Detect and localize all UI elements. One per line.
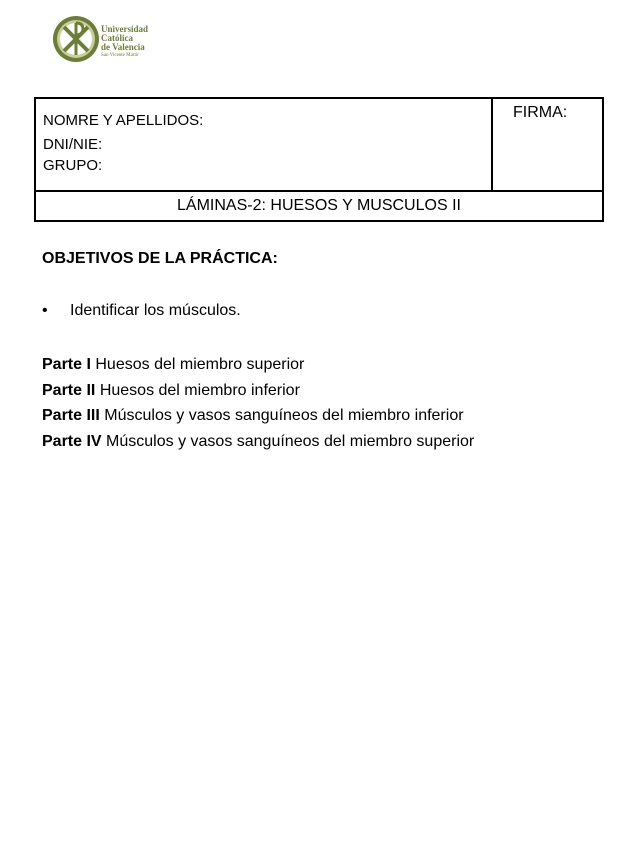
part-text: Huesos del miembro inferior xyxy=(99,381,300,399)
part-text: Huesos del miembro superior xyxy=(95,356,305,373)
part-item xyxy=(42,352,474,378)
student-info-table xyxy=(34,97,604,222)
name-label: NOMRE Y APELLIDOS: xyxy=(43,112,204,129)
part-item xyxy=(42,403,474,429)
university-seal-icon xyxy=(52,14,100,64)
part-label: Parte II xyxy=(42,381,96,399)
dni-label: DNI/NIE: xyxy=(43,136,103,153)
logo-line-3: de Valencia xyxy=(101,42,145,52)
logo-line-4: San Vicente Mártir xyxy=(101,53,139,58)
part-text: Músculos y vasos sanguíneos del miembro superior xyxy=(106,432,475,450)
signature-label: FIRMA: xyxy=(513,104,568,121)
part-label: Parte III xyxy=(42,407,100,424)
signature-cell xyxy=(493,99,602,190)
logo-line-1: Universidad xyxy=(101,24,149,34)
university-logo xyxy=(52,14,162,64)
logo-line-2: Católica xyxy=(101,33,133,43)
part-item xyxy=(42,429,474,455)
part-item xyxy=(42,378,474,404)
part-text: Músculos y vasos sanguíneos del miembro inferior xyxy=(104,407,464,424)
objectives-title: OBJETIVOS DE LA PRÁCTICA: xyxy=(42,250,278,267)
sheet-title: LÁMINAS-2: HUESOS Y MUSCULOS II xyxy=(36,190,602,220)
parts-list xyxy=(42,352,474,454)
group-label: GRUPO: xyxy=(43,157,103,174)
bullet-icon: • xyxy=(42,302,48,319)
objective-item xyxy=(42,302,241,320)
logo-wordmark xyxy=(101,25,148,60)
part-label: Parte I xyxy=(42,356,91,373)
part-label: Parte IV xyxy=(42,432,102,450)
objective-text: Identificar los músculos. xyxy=(70,302,241,319)
student-info-cell xyxy=(36,99,493,190)
